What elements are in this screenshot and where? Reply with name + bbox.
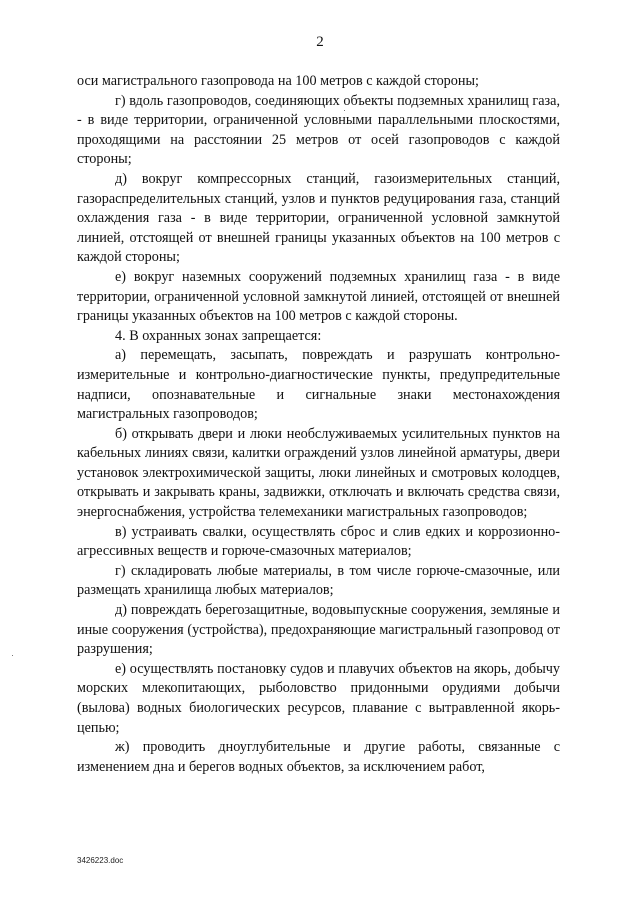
paragraph-item-b-doors: б) открывать двери и люки необслуживаемых усилительных пунктов на кабельных линиях связи, калитки ограждений узлов линейной арматуры, двери установок электрохимической защиты, люки линейных и смотровых колодцев, открывать и закрывать краны, задвижки, отключать и включать средства связи, энергоснабжения, устройства телемеханики магистральных газопроводов;: [77, 425, 560, 521]
paragraph-item-g-pipelines: г) вдоль газопроводов, соединяющих объекты подземных хранилищ газа, - в виде территории, ограниченной условными параллельными плоскостями, проходящими на расстоянии 25 метров от осей газопроводов с каждой стороны;: [77, 92, 560, 168]
footer-document-code: 3426223.doc: [77, 856, 124, 865]
page-number: 2: [316, 34, 324, 50]
scan-speck: [12, 655, 13, 656]
paragraph-item-zh-dredging: ж) проводить дноуглубительные и другие работы, связанные с изменением дна и берегов водных объектов, за исключением работ,: [77, 739, 560, 775]
paragraph-item-g-storage: г) складировать любые материалы, в том числе горюче-смазочные, или размещать хранилища любых материалов;: [77, 562, 560, 599]
paragraph-item-d-stations: д) вокруг компрессорных станций, газоизмерительных станций, газораспределительных станций, узлов и пунктов редуцирования газа, станций охлаждения газа - в виде территории, ограниченной условной замкнутой линией, отстоящей от внешней границы указанных объектов на 100 метров с каждой стороны;: [77, 170, 560, 266]
document-body: [77, 72, 560, 777]
paragraph-item-v-dumps: в) устраивать свалки, осуществлять сброс и слив едких и коррозионно-агрессивных веществ и горюче-смазочных материалов;: [77, 523, 560, 560]
scan-speck: [344, 110, 345, 111]
paragraph-item-e-anchoring: е) осуществлять постановку судов и плавучих объектов на якорь, добычу морских млекопитающих, рыболовство придонными орудиями добычи (вылова) водных биологических ресурсов, плавание с вытравленной якорь-цепью;: [77, 660, 560, 736]
paragraph-item-a-move: а) перемещать, засыпать, повреждать и разрушать контрольно-измерительные и контрольно-диагностические пункты, предупредительные надписи, опознавательные и сигнальные знаки местонахождения магистральных газопроводов;: [77, 347, 560, 423]
paragraph-section-4-heading: 4. В охранных зонах запрещается:: [115, 327, 322, 344]
paragraph-item-d-damage: д) повреждать берегозащитные, водовыпускные сооружения, земляные и иные сооружения (устройства), предохраняющие магистральный газопровод от разрушения;: [77, 602, 560, 658]
paragraph-continuation: оси магистрального газопровода на 100 метров с каждой стороны;: [77, 73, 479, 89]
paragraph-item-e-storage: е) вокруг наземных сооружений подземных хранилищ газа - в виде территории, ограниченной условной замкнутой линией, отстоящей от внешней границы указанных объектов на 100 метров с каждой стороны.: [77, 268, 560, 325]
